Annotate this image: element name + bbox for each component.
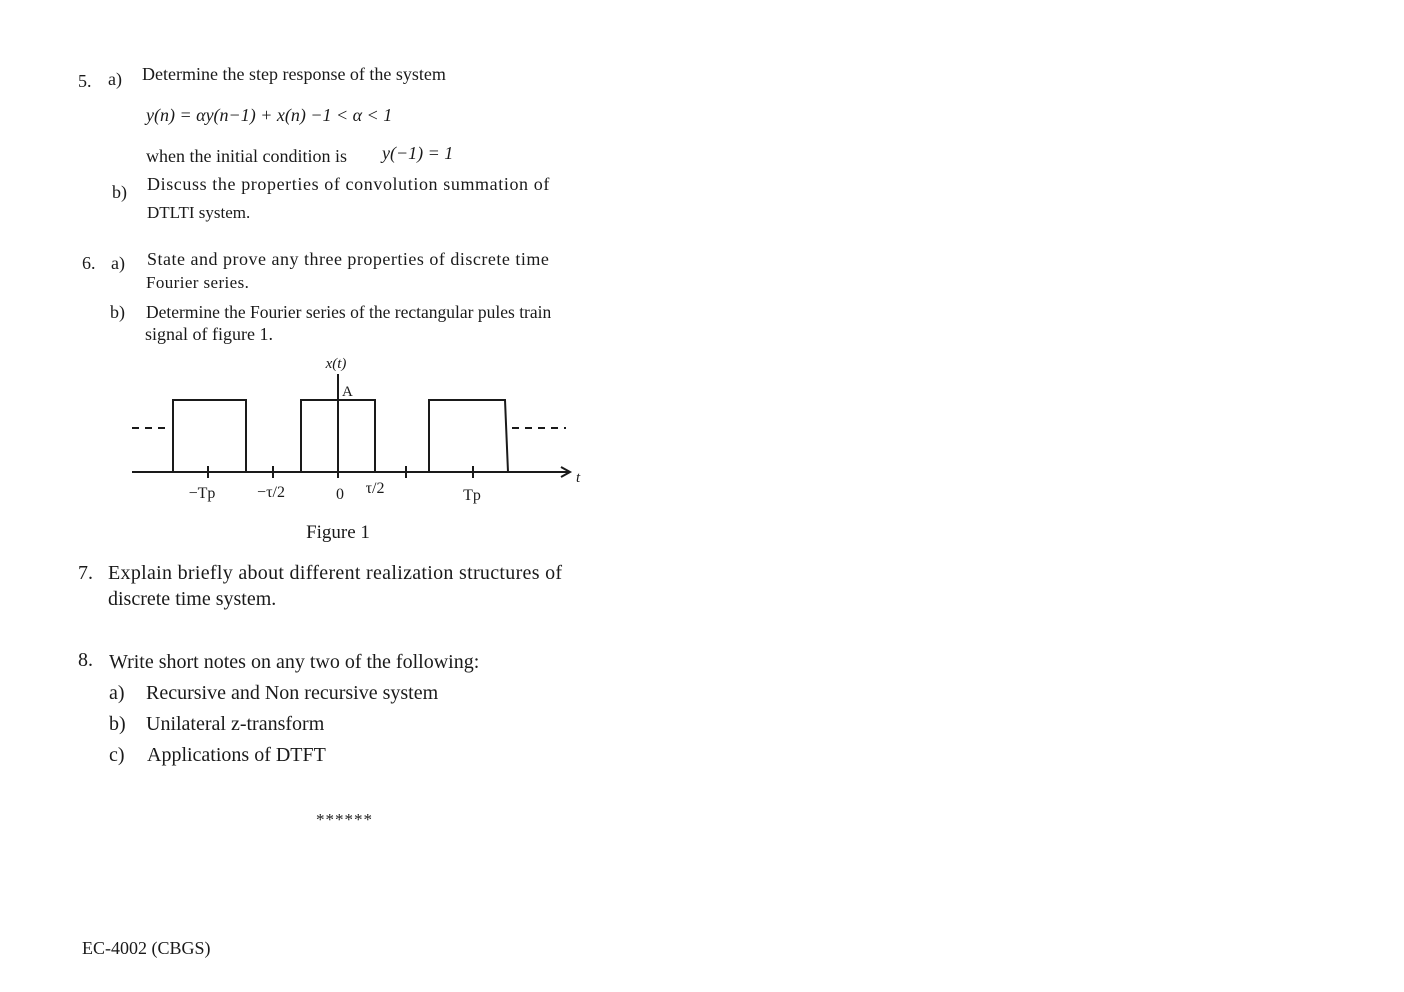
question-text: Explain briefly about different realization structures of [108, 562, 563, 584]
pulse-left [173, 400, 246, 472]
tick-label: −τ/2 [257, 484, 285, 501]
part-label: c) [109, 744, 125, 766]
end-mark: ****** [316, 810, 373, 829]
list-item: Unilateral z-transform [146, 713, 325, 735]
tick-label: 0 [336, 486, 344, 503]
question-number: 5. [78, 71, 92, 91]
part-label: a) [108, 69, 122, 89]
question-text: Determine the step response of the system [142, 64, 446, 84]
question-text: discrete time system. [108, 588, 277, 610]
list-item: Recursive and Non recursive system [146, 682, 439, 704]
y-axis-label: x(t) [325, 356, 347, 372]
footer-code: EC-4002 (CBGS) [82, 938, 211, 958]
question-text: State and prove any three properties of discrete time [147, 249, 550, 269]
part-label: a) [111, 253, 125, 273]
question-number: 8. [78, 649, 93, 671]
part-label: b) [110, 302, 125, 322]
figure-caption: Figure 1 [306, 522, 370, 543]
part-label: a) [109, 682, 125, 704]
part-label: b) [109, 713, 126, 735]
question-text: Determine the Fourier series of the rectangular pules train [146, 302, 552, 322]
figure-1-pulse-train [0, 0, 700, 560]
question-number: 7. [78, 562, 93, 584]
question-text: when the initial condition is [146, 146, 347, 166]
tick-label: τ/2 [365, 480, 385, 497]
question-text: signal of figure 1. [145, 324, 273, 344]
part-label: b) [112, 182, 127, 202]
x-axis-label: t [576, 470, 581, 486]
equation: y(n) = αy(n−1) + x(n) −1 < α < 1 [146, 105, 393, 125]
question-text: DTLTI system. [147, 203, 251, 222]
question-text: Discuss the properties of convolution summation of [147, 174, 550, 194]
amplitude-label: A [342, 384, 353, 400]
equation: y(−1) = 1 [382, 143, 454, 163]
list-item: Applications of DTFT [147, 744, 326, 766]
question-text: Write short notes on any two of the following: [109, 651, 480, 673]
pulse-right [429, 400, 508, 472]
tick-label: −Tp [188, 485, 216, 502]
question-text: Fourier series. [146, 273, 250, 292]
question-number: 6. [82, 253, 96, 273]
tick-label: Tp [463, 487, 481, 504]
